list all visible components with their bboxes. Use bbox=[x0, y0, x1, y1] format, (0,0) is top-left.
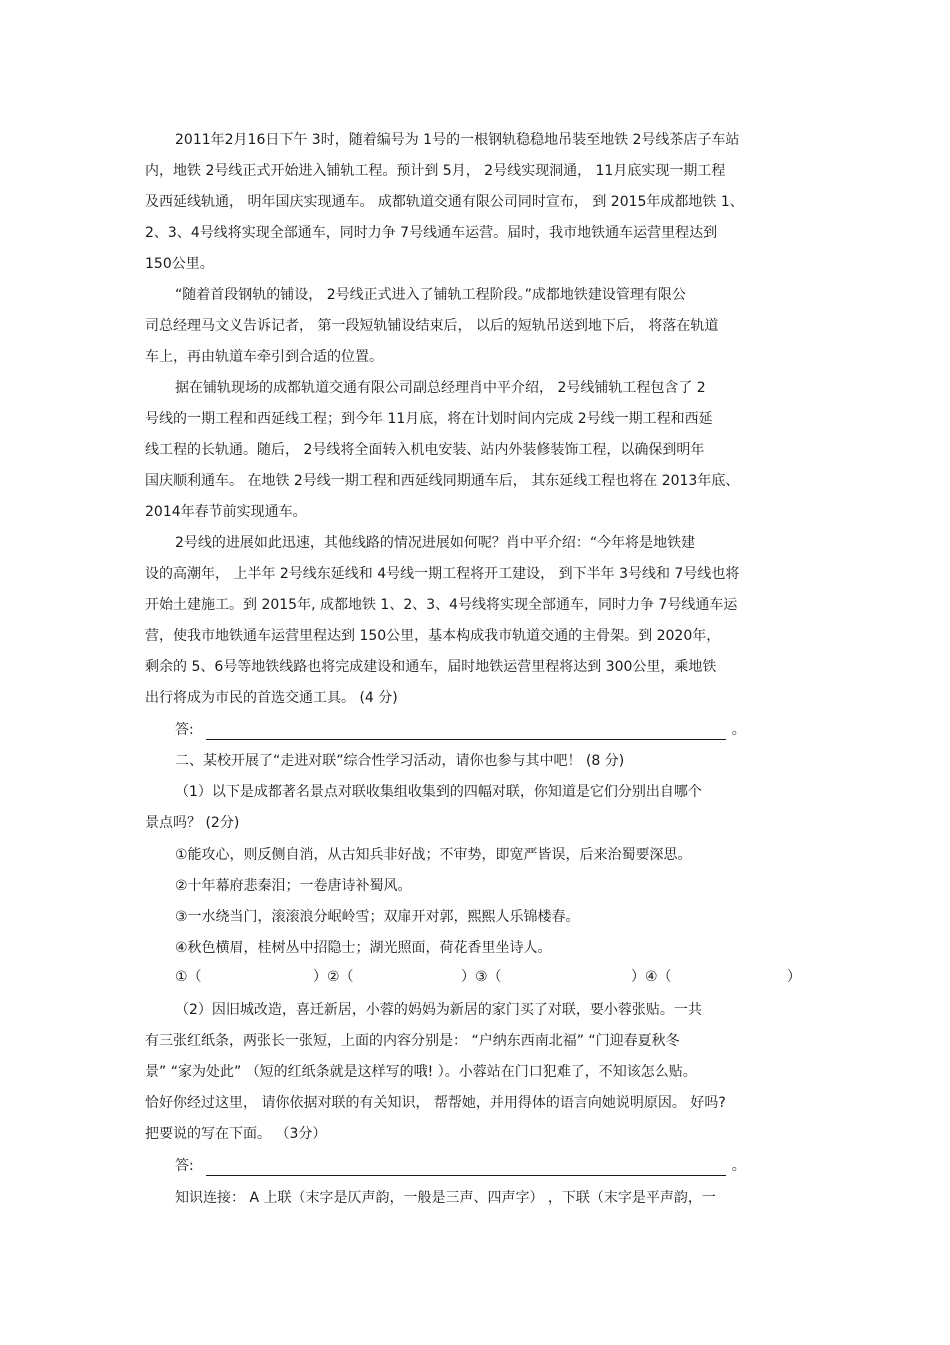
question-1-line-2: 景点吗？ (2分) bbox=[145, 815, 240, 831]
paragraph-4-line-1: 2号线的进展如此迅速，其他线路的情况进展如何呢？肖中平介绍：“今年将是地铁建 bbox=[175, 535, 696, 551]
question-2-line-1: （2）因旧城改造，喜迁新居，小蓉的妈妈为新居的家门买了对联，要小蓉张贴。一共 bbox=[175, 1002, 702, 1018]
paragraph-4-line-4: 营，使我市地铁通车运营里程达到 150公里，基本构成我市轨道交通的主骨架。到 2020年， bbox=[145, 628, 721, 644]
answer-line-2[interactable] bbox=[175, 1156, 815, 1176]
couplet-4: ④秋色横眉，桂树丛中招隐士；湖光照面，荷花香里坐诗人。 bbox=[175, 940, 552, 956]
paragraph-3-line-3: 线工程的长轨通。随后， 2号线将全面转入机电安装、站内外装修装饰工程，以确保到明年 bbox=[145, 442, 705, 458]
paragraph-2-line-3: 车上，再由轨道车牵引到合适的位置。 bbox=[145, 349, 383, 365]
paragraph-3-line-1: 据在铺轨现场的成都轨道交通有限公司副总经理肖中平介绍， 2号线铺轨工程包含了 2 bbox=[175, 380, 706, 396]
question-2-line-4: 恰好你经过这里， 请你依据对联的有关知识， 帮帮她，并用得体的语言向她说明原因。 好吗? bbox=[145, 1095, 726, 1111]
paragraph-3-line-2: 号线的一期工程和西延线工程；到今年 11月底，将在计划时间内完成 2号线一期工程和西延 bbox=[145, 411, 713, 427]
blank-4-open: ）④（ bbox=[631, 969, 672, 985]
answer-blank[interactable] bbox=[206, 725, 726, 740]
question-2-line-2: 有三张红纸条，两张长一张短，上面的内容分别是： “户纳东西南北福” “门迎春夏秋冬 bbox=[145, 1033, 680, 1049]
answer-line-1[interactable] bbox=[175, 720, 815, 740]
couplet-answer-blanks[interactable] bbox=[175, 966, 815, 986]
question-1-line-1: （1）以下是成都著名景点对联收集组收集到的四幅对联，你知道是它们分别出自哪个 bbox=[175, 784, 702, 800]
paragraph-4-line-3: 开始土建施工。到 2015年, 成都地铁 1、2、3、4号线将实现全部通车，同时力争 7号线通车运 bbox=[145, 597, 738, 613]
question-2-line-3: 景” “家为处此” （短的红纸条就是这样写的哦! ）。小蓉站在门口犯难了，不知该怎么贴。 bbox=[145, 1064, 697, 1080]
paragraph-2-line-2: 司总经理马文义告诉记者， 第一段短轨铺设结束后， 以后的短轨吊送到地下后， 将落在轨道 bbox=[145, 318, 719, 334]
paragraph-2-line-1: “随着首段钢轨的铺设， 2号线正式进入了铺轨工程阶段。”成都地铁建设管理有限公 bbox=[175, 287, 686, 303]
answer-blank-2[interactable] bbox=[206, 1161, 726, 1176]
paragraph-4-line-5: 剩余的 5、6号等地铁线路也将完成建设和通车，届时地铁运营里程将达到 300公里，乘地铁 bbox=[145, 659, 717, 675]
paragraph-1-line-3: 及西延线轨通， 明年国庆实现通车。 成都轨道交通有限公司同时宣布， 到 2015年成都地铁 1、 bbox=[145, 194, 744, 210]
question-2-line-5: 把要说的写在下面。 （3分） bbox=[145, 1126, 327, 1142]
paragraph-1-line-1: 2011年2月16日下午 3时，随着编号为 1号的一根钢轨稳稳地吊装至地铁 2号线茶店子车站 bbox=[175, 132, 740, 148]
answer-period-2: 。 bbox=[731, 1158, 746, 1174]
answer-label: 答: bbox=[175, 722, 194, 738]
paragraph-3-line-4: 国庆顺利通车。 在地铁 2号线一期工程和西延线同期通车后， 其东延线工程也将在 2013年底、 bbox=[145, 473, 740, 489]
blank-4-close: ） bbox=[787, 969, 801, 985]
knowledge-link: 知识连接： A 上联（末字是仄声韵，一般是三声、四声字） ，下联（末字是平声韵，一 bbox=[175, 1190, 716, 1206]
answer-period: 。 bbox=[731, 722, 746, 738]
section-2-title: 二、某校开展了“走进对联”综合性学习活动，请你也参与其中吧！ (8 分) bbox=[175, 753, 625, 769]
blank-2-open: ）②（ bbox=[313, 969, 354, 985]
paragraph-1-line-2: 内，地铁 2号线正式开始进入铺轨工程。预计到 5月， 2号线实现洞通， 11月底实现一期工程 bbox=[145, 163, 726, 179]
couplet-1: ①能攻心，则反侧自消，从古知兵非好战；不审势，即宽严皆误，后来治蜀要深思。 bbox=[175, 847, 692, 863]
paragraph-4-line-6: 出行将成为市民的首选交通工具。 (4 分) bbox=[145, 690, 398, 706]
blank-3-open: ）③（ bbox=[461, 969, 502, 985]
paragraph-3-line-5: 2014年春节前实现通车。 bbox=[145, 504, 307, 520]
couplet-2: ②十年幕府悲秦泪；一卷唐诗补蜀风。 bbox=[175, 878, 412, 894]
paragraph-1-line-5: 150公里。 bbox=[145, 256, 214, 272]
couplet-3: ③一水绕当门，滚滚浪分岷岭雪；双扉开对郭，熙熙人乐锦楼春。 bbox=[175, 909, 580, 925]
blank-1-open: ①（ bbox=[175, 969, 202, 985]
paragraph-1-line-4: 2、3、4号线将实现全部通车，同时力争 7号线通车运营。届时，我市地铁通车运营里程达到 bbox=[145, 225, 718, 241]
paragraph-4-line-2: 设的高潮年， 上半年 2号线东延线和 4号线一期工程将开工建设， 到下半年 3号线和 7号线也将 bbox=[145, 566, 740, 582]
answer-label-2: 答: bbox=[175, 1158, 194, 1174]
